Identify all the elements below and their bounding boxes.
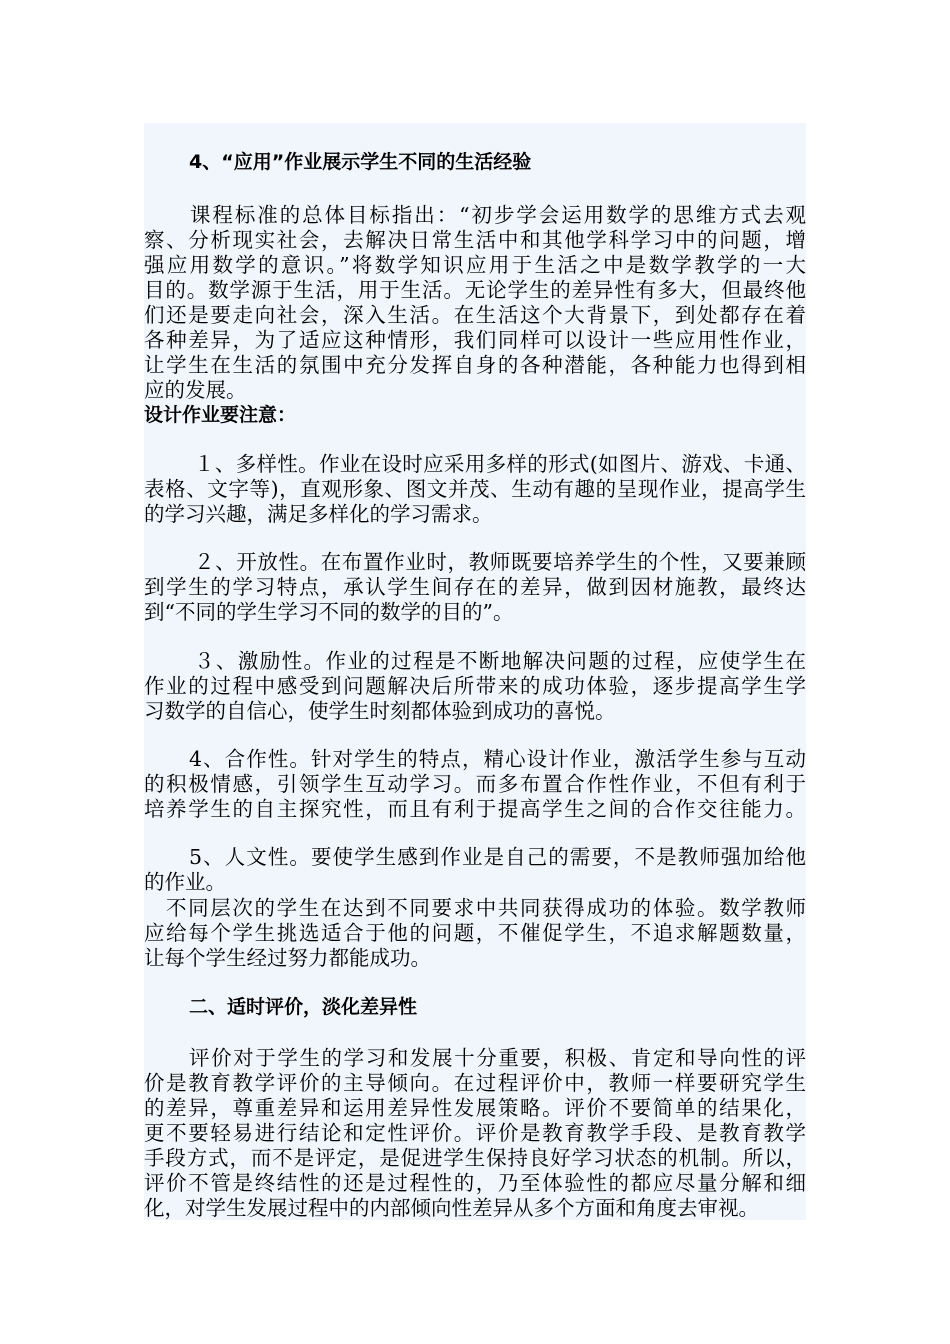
- paragraph-line: 课程标准的总体目标指出：“初步学会运用数学的思维方式去观: [190, 203, 806, 227]
- paragraph-line: 应给每个学生挑选适合于他的问题，不催促学生，不追求解题数量，: [144, 921, 806, 945]
- list-item-line: 的作业。: [144, 870, 226, 894]
- paragraph-line: 评价对于学生的学习和发展十分重要，积极、肯定和导向性的评: [189, 1046, 806, 1070]
- list-item-line: ３、激励性。作业的过程是不断地解决问题的过程，应使学生在: [194, 649, 806, 673]
- paragraph-line: 强应用数学的意识。”将数学知识应用于生活之中是数学教学的一大: [144, 253, 806, 277]
- list-item-line: 5、人文性。要使学生感到作业是自己的需要，不是教师强加给他: [189, 845, 806, 869]
- paragraph-line: 目的。数学源于生活，用于生活。无论学生的差异性有多大，但最终他: [144, 278, 806, 302]
- notice-heading: 设计作业要注意：: [144, 404, 297, 426]
- list-item-line: 4、合作性。针对学生的特点，精心设计作业，激活学生参与互动: [189, 747, 806, 771]
- paragraph-line: 化，对学生发展过程中的内部倾向性差异从多个方面和角度去审视。: [144, 1196, 759, 1220]
- paragraph-line: 评价不管是终结性的还是过程性的，乃至体验性的都应尽量分解和细: [144, 1171, 806, 1195]
- list-item-line: 表格、文字等)，直观形象、图文并茂、生动有趣的呈现作业，提高学生: [144, 477, 806, 501]
- paragraph-line: 价是教育教学评价的主导倾向。在过程评价中，教师一样要研究学生: [144, 1071, 806, 1095]
- list-item-line: 习数学的自信心，使学生时刻都体验到成功的喜悦。: [144, 699, 616, 723]
- section-heading-2: 二、适时评价，淡化差异性: [189, 996, 418, 1018]
- paragraph-line: 各种差异，为了适应这种情形，我们同样可以设计一些应用性作业，: [144, 328, 806, 352]
- paragraph-line: 更不要轻易进行结论和定性评价。评价是教育教学手段、是教育教学: [144, 1121, 806, 1145]
- section-heading-4: 4、“应用”作业展示学生不同的生活经验: [189, 151, 532, 173]
- paragraph-line: 的差异，尊重差异和运用差异性发展策略。评价不要简单的结果化，: [144, 1096, 806, 1120]
- paragraph-line: 让学生在生活的氛围中充分发挥自身的各种潜能，各种能力也得到相: [144, 353, 806, 377]
- list-item-line: １、多样性。作业在设时应采用多样的形式(如图片、游戏、卡通、: [194, 452, 806, 476]
- paragraph-line: 让每个学生经过努力都能成功。: [144, 946, 431, 970]
- list-item-line: 的积极情感，引领学生互动学习。而多布置合作性作业，不但有利于: [144, 772, 806, 796]
- list-item-line: ２、开放性。在布置作业时，教师既要培养学生的个性，又要兼顾: [194, 550, 806, 574]
- paragraph-line: 察、分析现实社会，去解决日常生活中和其他学科学习中的问题，增: [144, 228, 806, 252]
- list-item-line: 到学生的学习特点，承认学生间存在的差异，做到因材施教，最终达: [144, 575, 806, 599]
- paragraph-line: 应的发展。: [144, 378, 247, 402]
- list-item-line: 培养学生的自主探究性，而且有利于提高学生之间的合作交往能力。: [144, 797, 806, 821]
- paragraph-line: 们还是要走向社会，深入生活。在生活这个大背景下，到处都存在着: [144, 303, 806, 327]
- list-item-line: 到“不同的学生学习不同的数学的目的”。: [144, 600, 514, 624]
- list-item-line: 作业的过程中感受到问题解决后所带来的成功体验，逐步提高学生学: [144, 674, 806, 698]
- paragraph-line: 不同层次的学生在达到不同要求中共同获得成功的体验。数学教师: [166, 896, 806, 920]
- paragraph-line: 手段方式，而不是评定，是促进学生保持良好学习状态的机制。所以，: [144, 1146, 806, 1170]
- list-item-line: 的学习兴趣，满足多样化的学习需求。: [144, 502, 493, 526]
